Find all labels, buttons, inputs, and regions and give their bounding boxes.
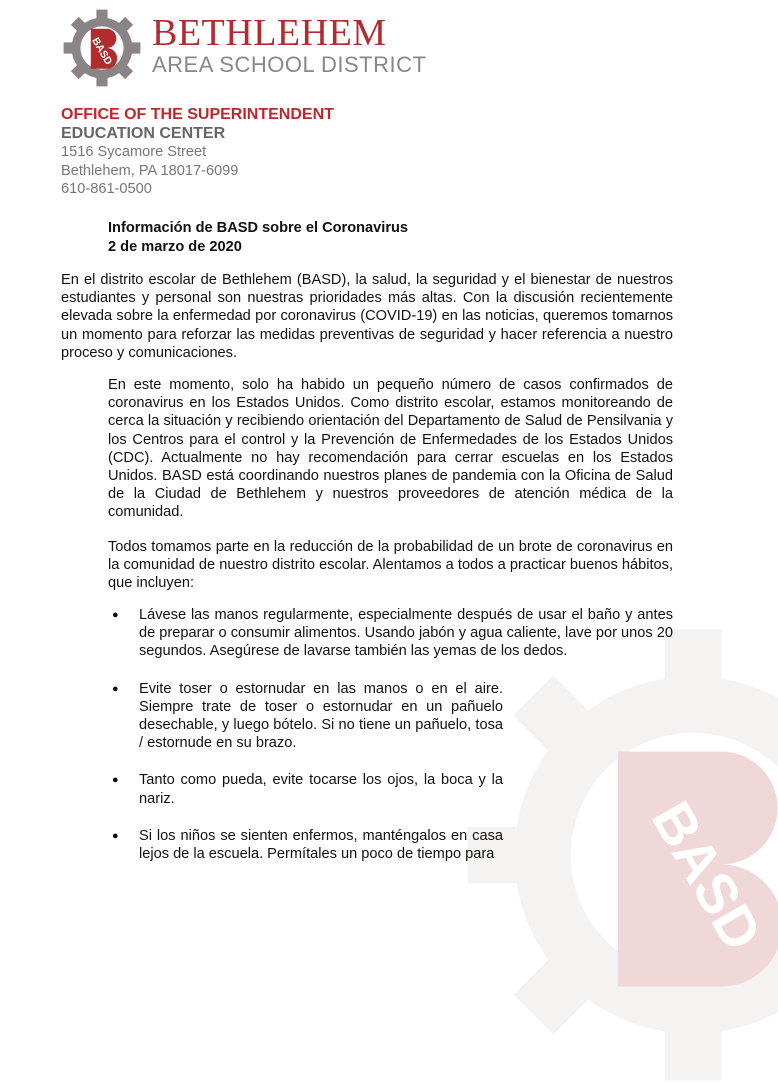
- basd-gear-logo: [62, 8, 142, 88]
- list-item: ● Evite toser o estornudar en las manos o en el aire. Siempre trate de toser o estornudar en un pañuelo desechable, y luego bótelo. Si no tiene un pañuelo, tosa / estornude en su brazo.: [108, 680, 503, 753]
- office-center: EDUCATION CENTER: [61, 124, 226, 142]
- list-item: ● Lávese las manos regularmente, especialmente después de usar el baño y antes de preparar o consumir alimentos. Usando jabón y agua caliente, lave por unos 20 segundos. Asegúrese de lavarse también las yemas de los dedos.: [108, 606, 673, 661]
- office-street: 1516 Sycamore Street: [61, 144, 207, 160]
- svg-text:BASD: BASD: [639, 790, 775, 961]
- list-item: ● Si los niños se sienten enfermos, manténgalos en casa lejos de la escuela. Permítales un poco de tiempo para: [108, 827, 503, 863]
- district-subtitle: AREA SCHOOL DISTRICT: [152, 52, 427, 77]
- district-name: BETHLEHEM: [152, 12, 387, 54]
- office-title: OFFICE OF THE SUPERINTENDENT: [61, 106, 334, 123]
- paragraph-intro: En el distrito escolar de Bethlehem (BASD), la salud, la seguridad y el bienestar de nuestros estudiantes y personal son nuestras prioridades más altas. Con la discusión recientemente elevada sobre la enfermedad por coronavirus (COVID-19) en las noticias, queremos tomarnos un momento para reforzar las medidas preventivas de seguridad y hacer referencia a nuestro proceso y comunicaciones.: [61, 272, 673, 361]
- letter-date: 2 de marzo de 2020: [108, 238, 242, 255]
- paragraph-situation: En este momento, solo ha habido un pequeño número de casos confirmados de coronavirus en los Estados Unidos. Como distrito escolar, estamos monitoreando de cerca la situación y recibiendo orientación del Departamento de Salud de Pensilvania y los Centros para el control y la Prevención de Enfermedades de los Estados Unidos (CDC). Actualmente no hay recomendación para cerrar escuelas en los Estados Unidos. BASD está coordinando nuestros planes de pandemia con la Oficina de Salud de la Ciudad de Bethlehem y nuestros proveedores de atención médica de la comunidad.: [108, 377, 673, 521]
- office-city: Bethlehem, PA 18017-6099: [61, 162, 239, 179]
- habits-list: [108, 606, 673, 882]
- letter-subject: Información de BASD sobre el Coronavirus: [108, 220, 409, 236]
- office-phone: 610-861-0500: [61, 181, 152, 197]
- svg-text:BASD: BASD: [89, 36, 114, 68]
- letter-heading: [108, 219, 408, 256]
- paragraph-habits: Todos tomamos parte en la reducción de la probabilidad de un brote de coronavirus en la comunidad de nuestro distrito escolar. Alentamos a todos a practicar buenos hábitos, que incluyen:: [108, 539, 673, 592]
- list-item: ● Tanto como pueda, evite tocarse los ojos, la boca y la nariz.: [108, 771, 503, 807]
- office-address-block: [61, 106, 334, 199]
